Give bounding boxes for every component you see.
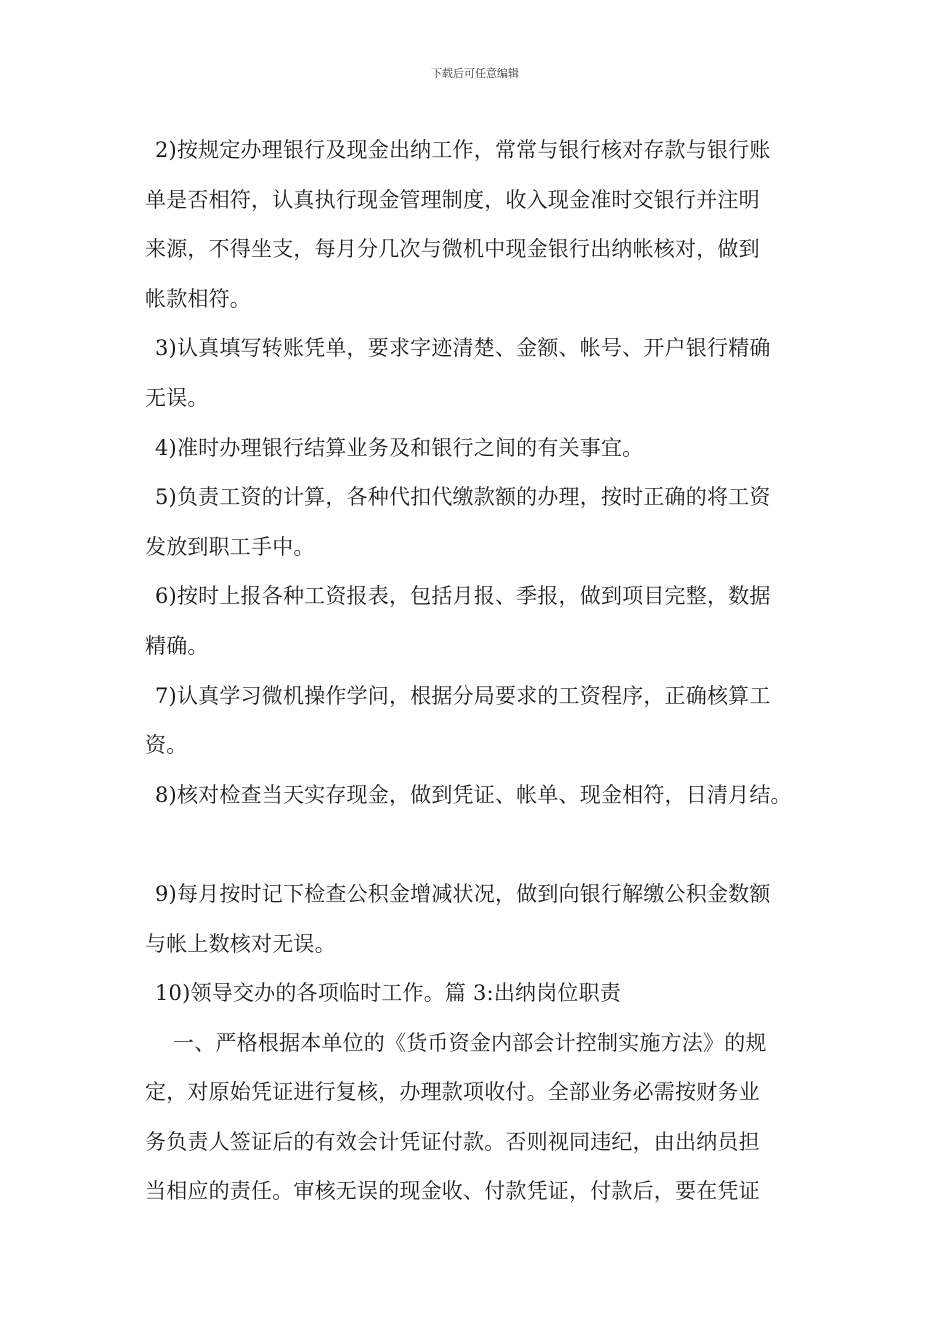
text-line: 无误。 (145, 385, 209, 410)
text-line: 务负责人签证后的有效会计凭证付款。否则视同违纪，由出纳员担 (145, 1129, 760, 1154)
text-line: 7)认真学习微机操作学问，根据分局要求的工资程序，正确核算工 (155, 683, 771, 708)
text-line: 9)每月按时记下检查公积金增减状况，做到向银行解缴公积金数额 (155, 881, 771, 906)
text-line: 当相应的责任。审核无误的现金收、付款凭证，付款后，要在凭证 (145, 1179, 760, 1204)
blank-line (145, 820, 815, 870)
text-line: 10)领导交办的各项临时工作。篇 3:出纳岗位职责 (155, 981, 622, 1006)
text-line: 来源，不得坐支，每月分几次与微机中现金银行出纳帐核对，做到 (145, 237, 760, 262)
text-line: 一、严格根据本单位的《货币资金内部会计控制实施方法》的规 (173, 1030, 767, 1055)
text-line: 2)按规定办理银行及现金出纳工作，常常与银行核对存款与银行账 (155, 138, 771, 162)
text-line: 8)核对检查当天实存现金，做到凭证、帐单、现金相符，日清月结。 (155, 782, 792, 807)
text-line: 3)认真填写转账凭单，要求字迹清楚、金额、帐号、开户银行精确 (155, 336, 771, 361)
text-line: 与帐上数核对无误。 (145, 931, 336, 956)
text-line: 精确。 (145, 633, 209, 658)
page-header: 下载后可任意编辑 (431, 67, 519, 80)
text-line: 单是否相符，认真执行现金管理制度，收入现金准时交银行并注明 (145, 187, 760, 212)
text-line: 发放到职工手中。 (145, 534, 315, 559)
document-body (145, 126, 815, 1217)
text-line: 定，对原始凭证进行复核，办理款项收付。全部业务必需按财务业 (145, 1080, 760, 1105)
text-line: 5)负责工资的计算，各种代扣代缴款额的办理，按时正确的将工资 (155, 485, 771, 510)
text-line: 6)按时上报各种工资报表，包括月报、季报，做到项目完整，数据 (155, 584, 771, 609)
text-line: 4)准时办理银行结算业务及和银行之间的有关事宜。 (155, 435, 644, 460)
text-line: 帐款相符。 (145, 286, 251, 311)
text-line: 资。 (145, 733, 188, 758)
